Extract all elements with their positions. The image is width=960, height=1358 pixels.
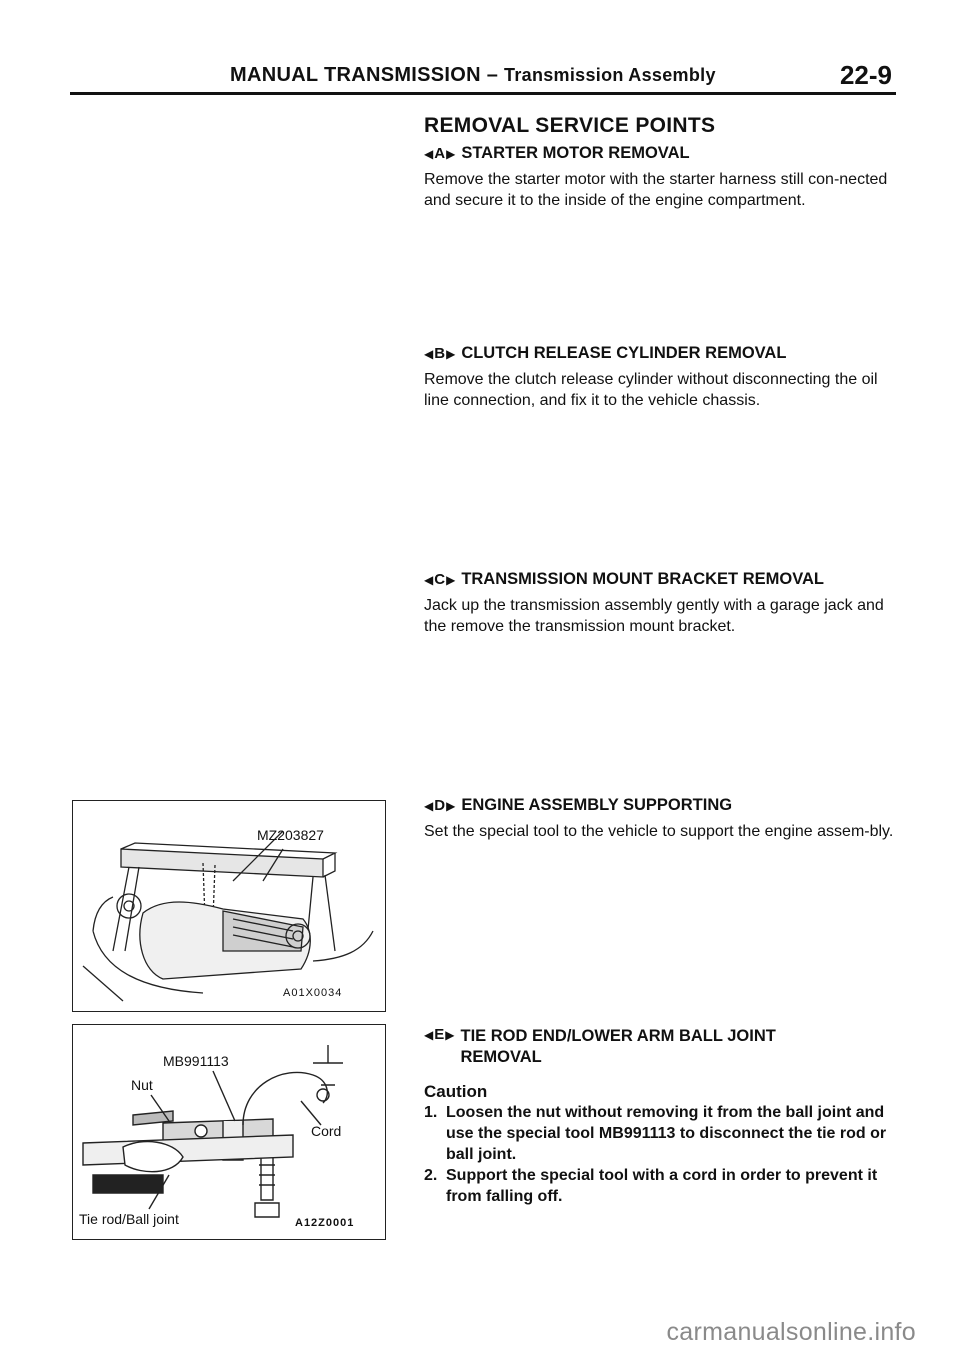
header-subtitle: Transmission Assembly (504, 65, 716, 85)
nut-label: Nut (131, 1077, 153, 1093)
caution-list (424, 1102, 900, 1207)
triangle-left-icon: ◀ (424, 346, 434, 361)
triangle-right-icon: ▶ (445, 1027, 455, 1042)
triangle-right-icon: ▶ (446, 798, 456, 813)
caution-label: Caution (424, 1082, 488, 1101)
figure-code: A01X0034 (283, 987, 343, 999)
point-heading (424, 1026, 900, 1068)
point-title: ENGINE ASSEMBLY SUPPORTING (461, 796, 733, 814)
point-body: Jack up the transmission assembly gently with a garage jack and the remove the transmission mount bracket. (424, 597, 884, 635)
cord-label: Cord (311, 1123, 342, 1139)
triangle-right-icon: ▶ (446, 346, 456, 361)
point-body: Remove the clutch release cylinder without disconnecting the oil line connection, and fix it to the vehicle chassis. (424, 371, 878, 409)
triangle-left-icon: ◀ (424, 572, 434, 587)
point-badge: ◀ A ▶ (424, 145, 456, 162)
section-title: REMOVAL SERVICE POINTS (424, 114, 716, 137)
point-badge: ◀ D ▶ (424, 797, 456, 814)
tool-label-mz203827: MZ203827 (257, 827, 324, 843)
point-heading (424, 344, 900, 363)
caution-item: 1. Loosen the nut without removing it from the ball joint and use the special tool MB991113 to disconnect the tie rod or ball joint. (424, 1104, 887, 1163)
point-badge: ◀ C ▶ (424, 571, 456, 588)
service-point-b (424, 344, 900, 411)
point-title: STARTER MOTOR REMOVAL (461, 144, 690, 162)
tie-rod-ball-joint-label: Tie rod/Ball joint (79, 1211, 179, 1227)
point-title: TIE ROD END/LOWER ARM BALL JOINT REMOVAL (460, 1027, 776, 1066)
caution-item: 2. Support the special tool with a cord in order to prevent it from falling off. (424, 1167, 878, 1205)
point-heading (424, 570, 900, 589)
figure-ball-joint-remover (72, 1024, 386, 1240)
page-number: 22-9 (839, 60, 892, 90)
point-badge: ◀ E ▶ (424, 1026, 455, 1043)
triangle-left-icon: ◀ (424, 1027, 434, 1042)
point-title: CLUTCH RELEASE CYLINDER REMOVAL (461, 344, 787, 362)
triangle-left-icon: ◀ (424, 146, 434, 161)
tool-label-mb991113: MB991113 (163, 1053, 229, 1069)
point-heading (424, 796, 900, 815)
figure-code: A12Z0001 (295, 1217, 355, 1229)
service-point-e (424, 1026, 900, 1207)
point-body: Remove the starter motor with the starter harness still con-nected and secure it to the inside of the engine compartment. (424, 171, 888, 209)
header-title (230, 64, 716, 87)
header-title-main: MANUAL TRANSMISSION (230, 64, 481, 86)
point-title: TRANSMISSION MOUNT BRACKET REMOVAL (461, 570, 824, 588)
point-heading (424, 144, 900, 163)
point-badge: ◀ B ▶ (424, 345, 456, 362)
watermark-text: carmanualsonline.info (666, 1318, 916, 1346)
triangle-right-icon: ▶ (446, 572, 456, 587)
service-point-c (424, 570, 900, 637)
header-title-dash: – (480, 64, 505, 86)
figure-engine-support (72, 800, 386, 1012)
point-body: Set the special tool to the vehicle to support the engine assem-bly. (424, 823, 894, 840)
page-header (70, 58, 896, 95)
triangle-right-icon: ▶ (446, 146, 456, 161)
service-point-a (424, 144, 900, 211)
engine-support-illustration (73, 801, 385, 1011)
service-point-d (424, 796, 900, 842)
section-title-block (424, 114, 900, 138)
triangle-left-icon: ◀ (424, 798, 434, 813)
